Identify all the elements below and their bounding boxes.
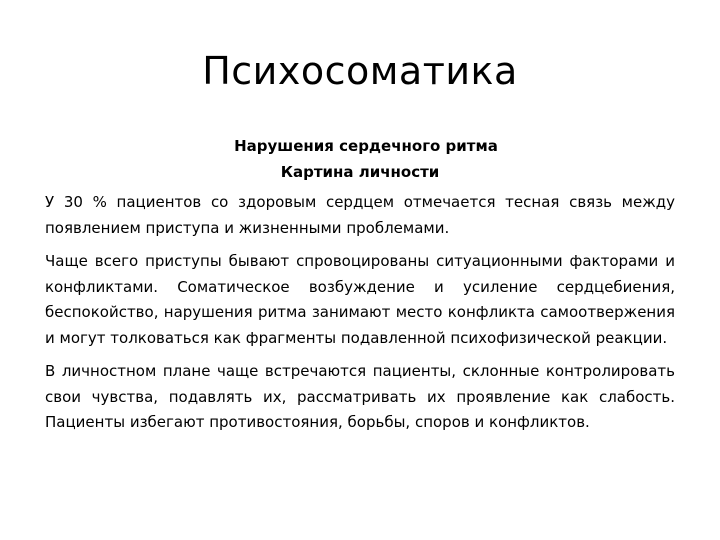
paragraph-3: В личностном плане чаще встречаются пациенты, склонные контролировать свои чувства, подавлять их, рассматривать их проявление как слабость. Пациенты избегают противостояния, борьбы, споров и конфликтов. bbox=[45, 362, 675, 431]
slide-subtitle: Нарушения сердечного ритма bbox=[234, 137, 498, 155]
paragraph-2: Чаще всего приступы бывают спровоцированы ситуационными факторами и конфликтами. Соматическое возбуждение и усиление сердцебиения, беспокойство, нарушения ритма занимают место конфликта самоотвержения и могут толковаться как фрагменты подавленной психофизической реакции. bbox=[45, 252, 675, 347]
section-heading: Картина личности bbox=[280, 163, 440, 181]
slide-title: Психосоматика bbox=[202, 49, 518, 93]
body-text bbox=[45, 190, 675, 444]
paragraph-1: У 30 % пациентов со здоровым сердцем отмечается тесная связь между появлением приступа и жизненными проблемами. bbox=[45, 193, 675, 237]
